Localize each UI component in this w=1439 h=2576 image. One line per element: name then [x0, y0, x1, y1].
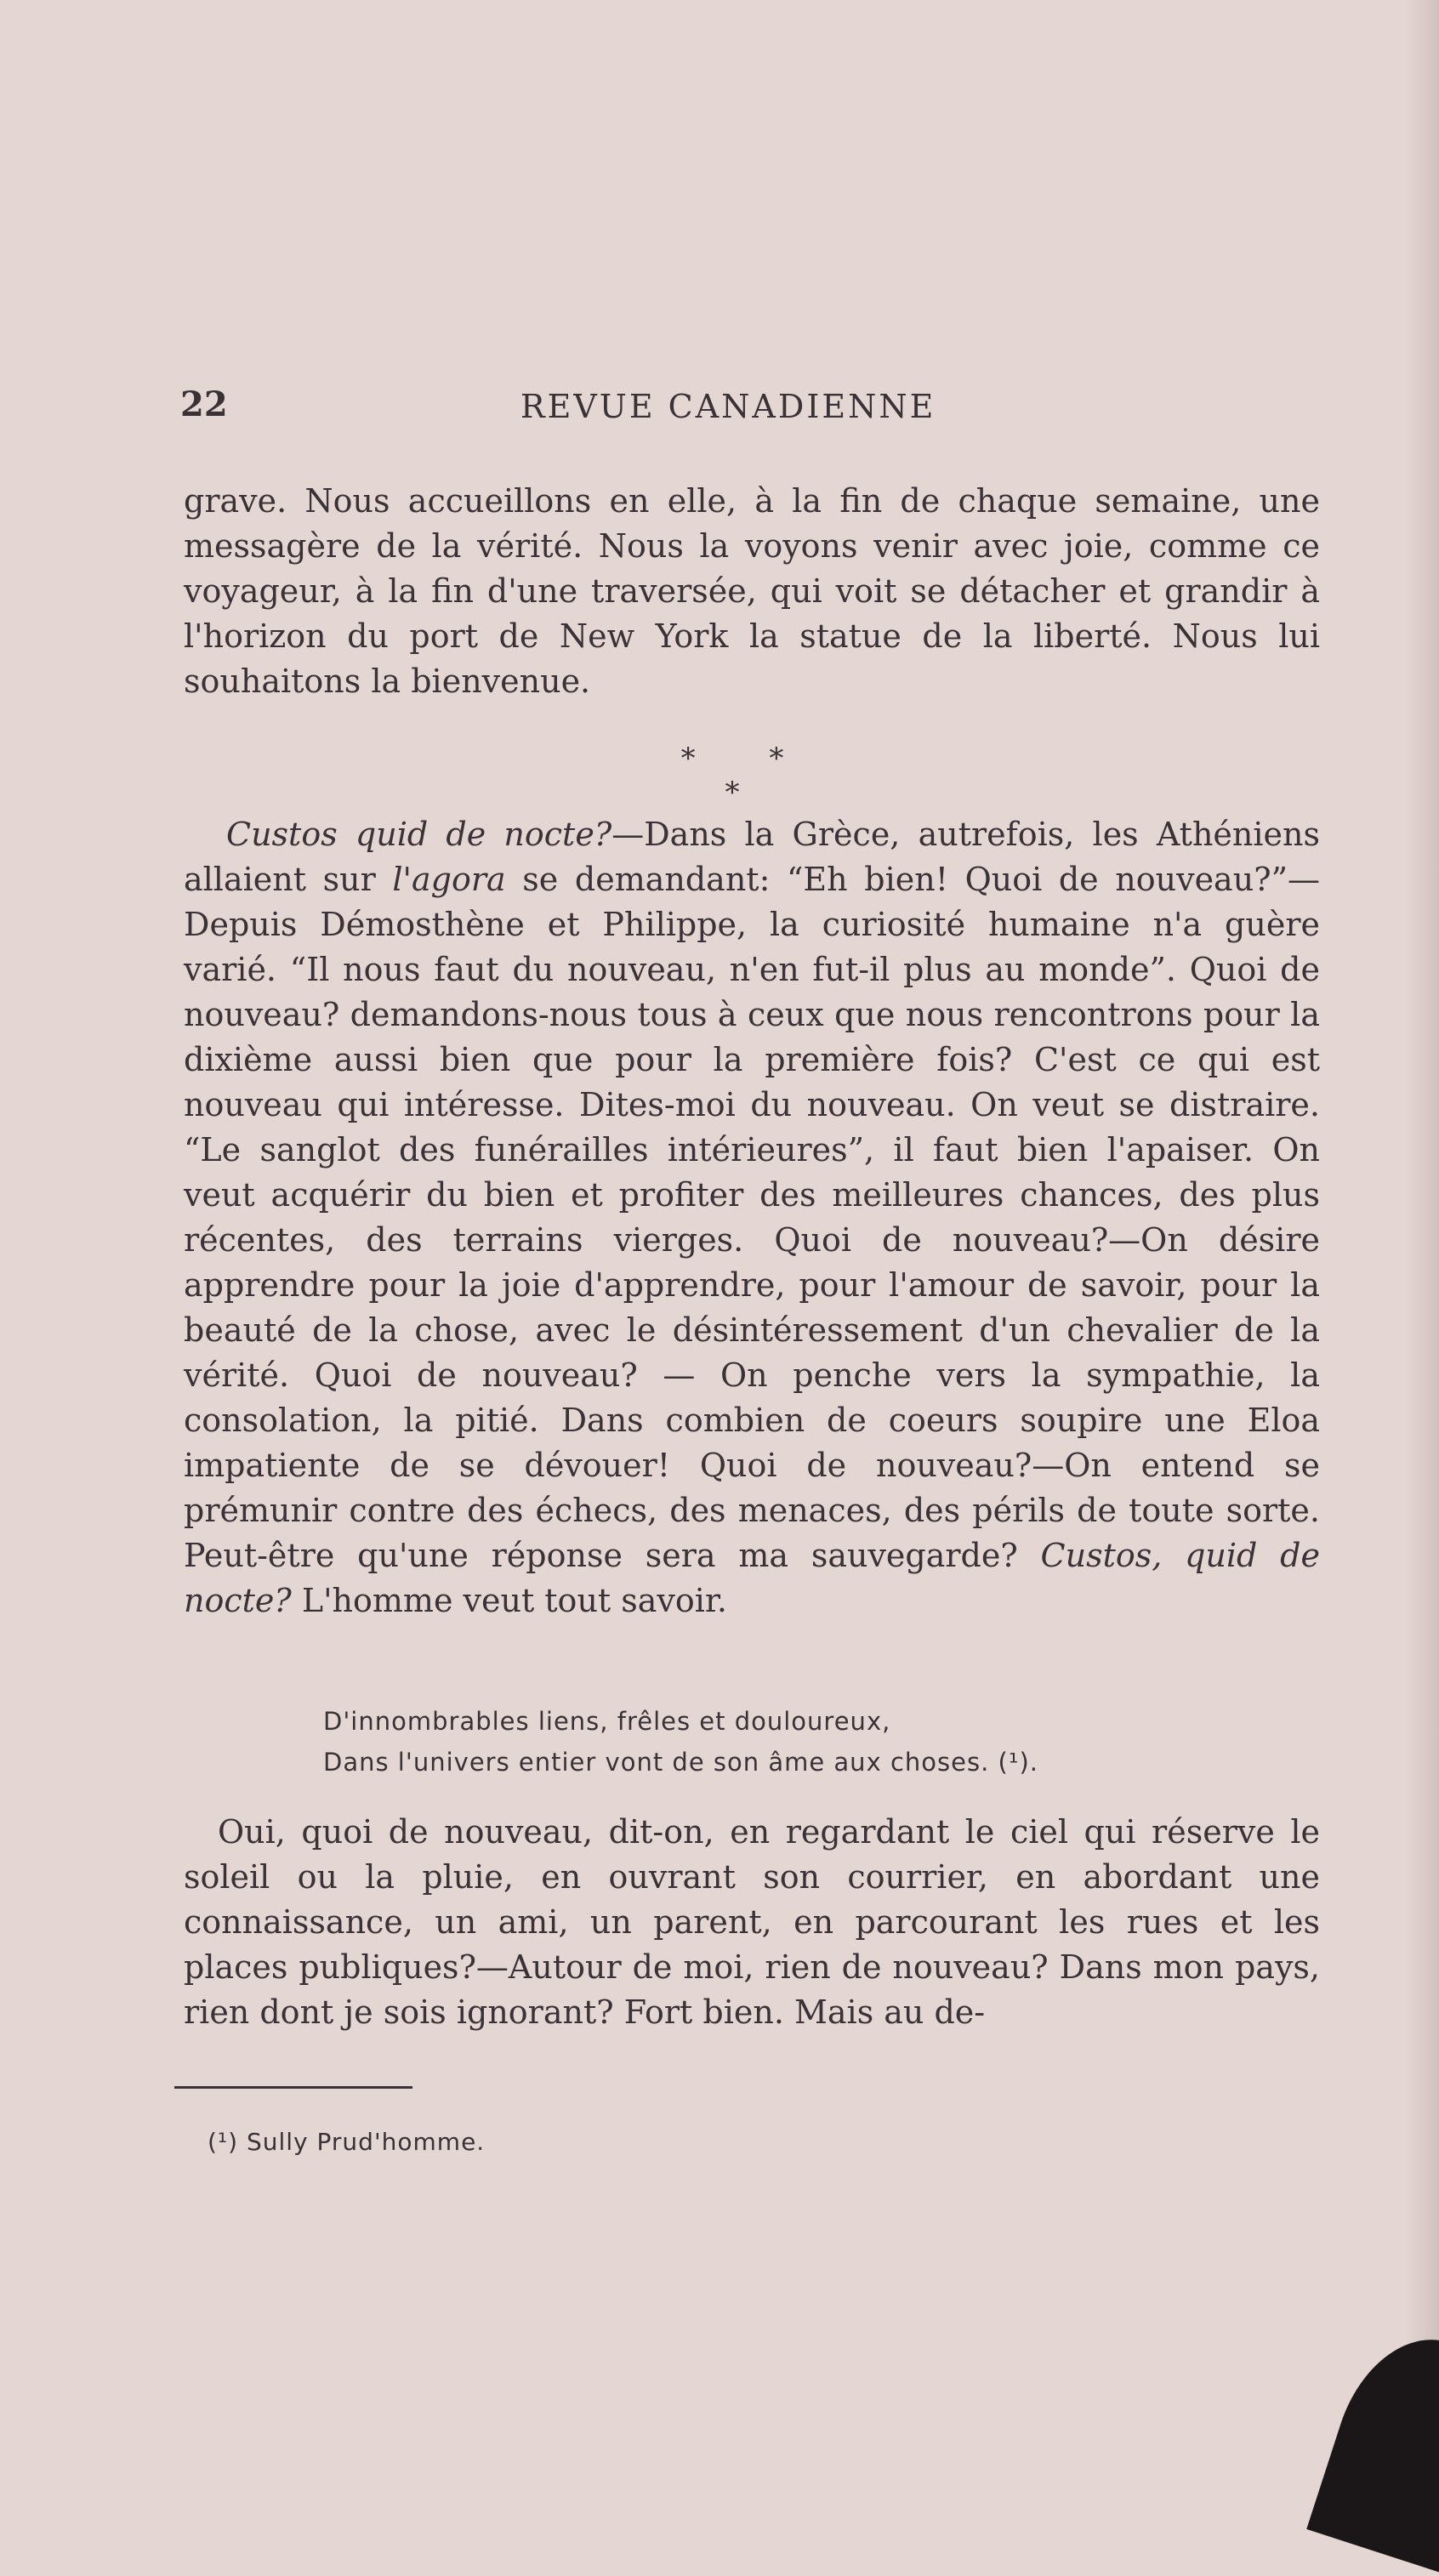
paragraph-3: Oui, quoi de nouveau, dit-on, en regardant le ciel qui réserve le soleil ou la pluie, en ouvrant son courrier, en abordant une connaissance, un ami, un parent, en parcourant les rues et les places publiques?—Autour de moi, rien de nouveau? Dans mon pays, rien dont je sois ignorant? Fort bien. Mais au de-: [184, 1813, 1320, 2031]
latin-lead: Custos quid de nocte?: [226, 816, 612, 853]
verse-line-2: Dans l'univers entier vont de son âme aux choses. (¹).: [323, 1748, 1038, 1777]
footnote: (¹) Sully Prud'homme.: [208, 2128, 486, 2156]
verse-line-1: D'innombrables liens, frêles et douloureux,: [323, 1707, 891, 1736]
latin-closing: Custos, quid de nocte?: [184, 1537, 1320, 1619]
footnote-rule: [174, 2086, 412, 2089]
page-number: 22: [180, 384, 228, 424]
paragraph-2-text-b: se demandant: “Eh bien! Quoi de nouveau?”—Depuis Démosthène et Philippe, la curiosité humaine n'a guère varié. “Il nous faut du nouveau, n'en fut-il plus au monde”. Quoi de nouveau? demandons-nous tous à ceux que nous rencontrons pour la dixième aussi bien que pour la première fois? C'est ce qui est nouveau qui intéresse. Dites-moi du nouveau. On veut se distraire. “Le sanglot des funérailles intérieures”, il faut bien l'apaiser. On veut acquérir du bien et profiter des meilleures chances, des plus récentes, des terrains vierges. Quoi de nouveau?—On désire apprendre pour la joie d'apprendre, pour l'amour de savoir, pour la beauté de la chose, avec le désintéressement d'un chevalier de la vérité. Quoi de nouveau? — On penche vers la sympathie, la consolation, la pitié. Dans combien de coeurs soupire une Eloa impatiente de se dévouer! Quoi de nouveau?—On entend se prémunir contre des échecs, des menaces, des périls de toute sorte. Peut-être qu'une réponse sera ma sauvegarde?: [184, 861, 1320, 1574]
paragraph-1: grave. Nous accueillons en elle, à la fin de chaque semaine, une messagère de la vérité. Nous la voyons venir avec joie, comme ce voyageur, à la fin d'une traversée, qui voit se détacher et grandir à l'horizon du port de New York la statue de la liberté. Nous lui souhaitons la bienvenue.: [184, 482, 1320, 700]
page-corner-shadow: [1306, 2319, 1439, 2576]
section-separator: * * *: [680, 742, 816, 810]
paragraph-2-text-a: —Dans la Grèce, autrefois, les Athéniens allaient sur: [184, 816, 1320, 898]
page-header: [180, 384, 1347, 435]
verse-quote: [323, 1701, 1327, 1783]
paragraph-2-text-c: L'homme veut tout savoir.: [291, 1582, 727, 1619]
agora-term: l'agora: [392, 861, 506, 898]
paragraph-2: [184, 812, 1320, 1624]
running-title: REVUE CANADIENNE: [520, 388, 936, 425]
page-edge-shadow: [1405, 0, 1439, 2490]
